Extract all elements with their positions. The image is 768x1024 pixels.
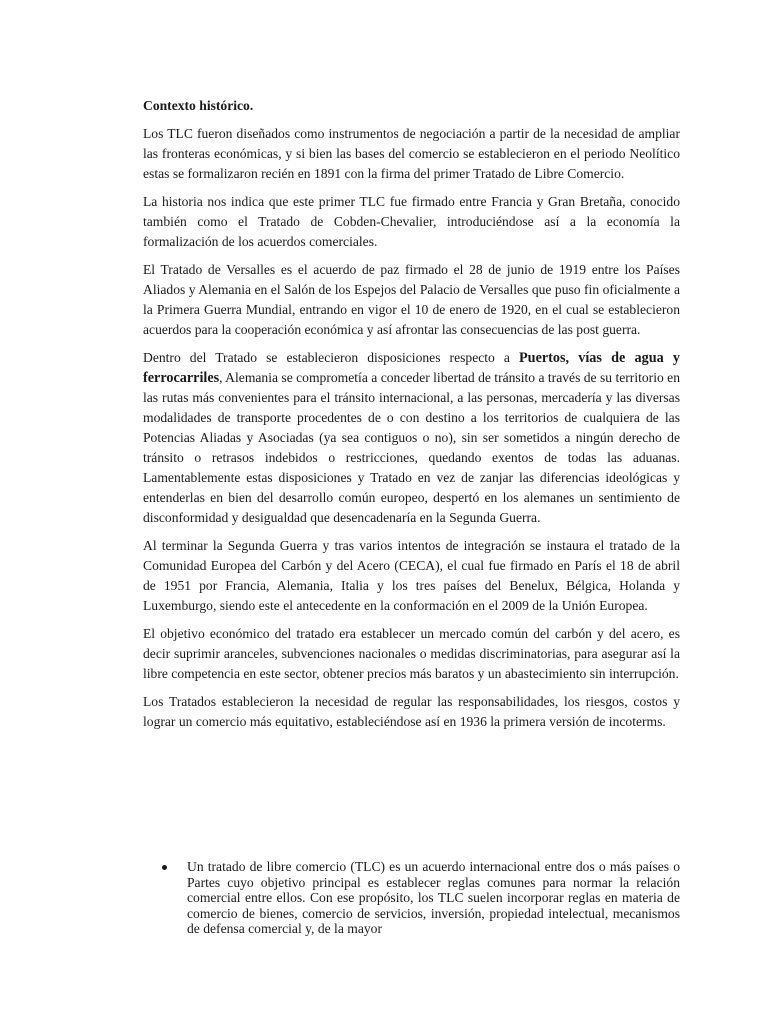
bullet-icon	[162, 865, 167, 870]
document-body	[143, 96, 681, 936]
bullet-list	[143, 859, 680, 937]
paragraph-transit-bold: Puertos, vías de agua y ferrocarriles	[143, 350, 680, 386]
paragraph-transit-rest: , Alemania se comprometía a conceder libertad de tránsito a través de su territorio en las rutas más convenientes para el tránsito internacional, a las personas, mercadería y las diversas modalidades de transporte procedentes de o con destino a los territorios de cualquiera de las Potencias Aliadas y Asociadas (ya sea contiguos o no), sin ser sometidos a ningún derecho de tránsito o retrasos indebidos o restricciones, quedando exentos de todas las aduanas. Lamentablemente estas disposiciones y Tratado en vez de zanjar las diferencias ideológicas y entenderlas en bien del desarrollo común europeo, despertó en los alemanes un sentimiento de disconformidad y desigualdad que desencadenaría en la Segunda Guerra.	[143, 370, 681, 525]
paragraph-cobden-chevalier: La historia nos indica que este primer TLC fue firmado entre Francia y Gran Bretaña, conocido también como el Tratado de Cobden-Chevalier, introduciéndose así a la economía la formalización de los acuerdos comerciales.	[143, 194, 680, 249]
list-item	[143, 859, 680, 937]
paragraph-transit-intro: Dentro del Tratado se establecieron disposiciones respecto a	[143, 350, 520, 365]
paragraph-versailles: El Tratado de Versalles es el acuerdo de paz firmado el 28 de junio de 1919 entre los Países Aliados y Alemania en el Salón de los Espejos del Palacio de Versalles que puso fin oficialmente a la Primera Guerra Mundial, entrando en vigor el 10 de enero de 1920, en el cual se establecieron acuerdos para la cooperación económica y así afrontar las consecuencias de las post guerra.	[143, 262, 680, 337]
bullet-text: Un tratado de libre comercio (TLC) es un acuerdo internacional entre dos o más países o Partes cuyo objetivo principal es establecer reglas comunes para normar la relación comercial entre ellos. Con ese propósito, los TLC suelen incorporar reglas en materia de comercio de bienes, comercio de servicios, inversión, propiedad intelectual, mecanismos de defensa comercial y, de la mayor	[187, 859, 680, 936]
paragraph-ceca: Al terminar la Segunda Guerra y tras varios intentos de integración se instaura el tratado de la Comunidad Europea del Carbón y del Acero (CECA), el cual fue firmado en París el 18 de abril de 1951 por Francia, Alemania, Italia y los tres países del Benelux, Bélgica, Holanda y Luxemburgo, siendo este el antecedente en la conformación en el 2009 de la Unión Europea.	[143, 538, 680, 613]
paragraph-transit-provisions	[143, 348, 680, 528]
paragraph-economic-objective: El objetivo económico del tratado era establecer un mercado común del carbón y del acero, es decir suprimir aranceles, subvenciones nacionales o medidas discriminatorias, para asegurar así la libre competencia en este sector, obtener precios más baratos y un abastecimiento sin interrupción.	[143, 626, 680, 681]
section-title: Contexto histórico.	[143, 98, 254, 113]
paragraph-incoterms: Los Tratados establecieron la necesidad de regular las responsabilidades, los riesgos, costos y lograr un comercio más equitativo, estableciéndose así en 1936 la primera versión de incoterms.	[143, 694, 680, 729]
paragraph-tlc-origins: Los TLC fueron diseñados como instrumentos de negociación a partir de la necesidad de ampliar las fronteras económicas, y si bien las bases del comercio se establecieron en el periodo Neolítico estas se formalizaron recién en 1891 con la firma del primer Tratado de Libre Comercio.	[143, 126, 680, 181]
